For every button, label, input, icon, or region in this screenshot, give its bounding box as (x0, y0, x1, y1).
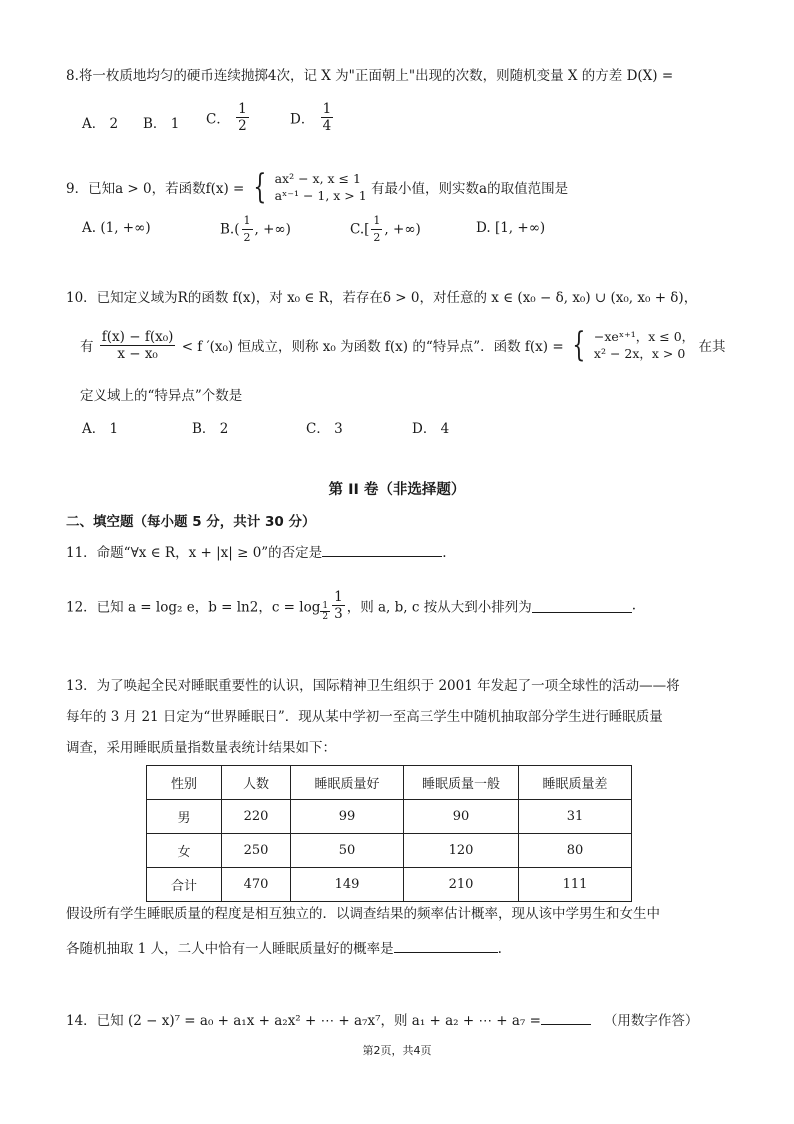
table-cell: 男 (147, 800, 222, 834)
q10-choice-c: C． 3 (306, 421, 343, 437)
q8-choice-c: C． $\frac{1}{2}$ (206, 101, 247, 134)
table-cell: 50 (291, 834, 404, 868)
q10-piecewise: { −xeˣ⁺¹，x ≤ 0， x² − 2x，x > 0 (572, 325, 695, 365)
table-row (147, 834, 632, 868)
q13-line1: 13．为了唤起全民对睡眠重要性的认识，国际精神卫生组织于 2001 年发起了一项全球性的活动——将 (66, 678, 680, 694)
table-cell: 31 (519, 800, 632, 834)
q10-choice-a: A． 1 (82, 421, 119, 437)
part2-title: 第 II 卷（非选择题） (328, 482, 466, 498)
table-cell: 女 (147, 834, 222, 868)
table-header: 人数 (222, 766, 291, 800)
table-header: 睡眠质量一般 (404, 766, 519, 800)
table-header: 睡眠质量好 (291, 766, 404, 800)
q13-line4: 假设所有学生睡眠质量的程度是相互独立的．以调查结果的频率估计概率，现从该中学男生和女生中 (66, 906, 660, 922)
sleep-quality-table (146, 765, 632, 902)
q9-piecewise: { ax² − x, x ≤ 1 aˣ⁻¹ − 1, x > 1 (253, 167, 367, 207)
q9-choice-c: C.[ $\frac{1}{2}$ , +∞) (350, 214, 421, 244)
q10-difference-quotient: $\frac{\text{f(x) − f(x₀)}}{\text{x − x₀}}$ (101, 328, 174, 362)
q9-choice-b: B.( $\frac{1}{2}$ , +∞) (220, 214, 291, 244)
q14-answer-blank[interactable] (541, 1010, 591, 1025)
section2-title: 二、填空题（每小题 5 分，共计 30 分） (66, 514, 316, 530)
table-cell: 99 (291, 800, 404, 834)
q10-line3: 定义域上的“特异点”个数是 (80, 388, 243, 404)
q8-choice-d: D． $\frac{1}{4}$ (290, 101, 332, 134)
q9-stem: 9．已知a > 0，若函数f(x) = { ax² − x, x ≤ 1 aˣ⁻¹ − 1, x > 1 有最小值，则实数a的取值范围是 (66, 167, 569, 207)
table-cell: 111 (519, 868, 632, 902)
q9-choice-d: D. [1, +∞) (476, 220, 546, 236)
table-cell: 80 (519, 834, 632, 868)
q8-stem: 8.将一枚质地均匀的硬币连续抛掷4次，记 X 为"正面朝上"出现的次数，则随机变量 X 的方差 D(X) = (66, 68, 674, 84)
q13-answer-blank[interactable] (394, 938, 498, 953)
table-cell: 220 (222, 800, 291, 834)
table-cell: 470 (222, 868, 291, 902)
q13-line2: 每年的 3 月 21 日定为“世界睡眠日”．现从某中学初一至高三学生中随机抽取部分学生进行睡眠质量 (66, 709, 663, 725)
table-cell: 149 (291, 868, 404, 902)
table-header-row (147, 766, 632, 800)
q9-choice-a: A. (1, +∞) (82, 220, 151, 236)
q13-line3: 调查，采用睡眠质量指数量表统计结果如下： (66, 740, 336, 756)
table-cell: 120 (404, 834, 519, 868)
table-cell: 250 (222, 834, 291, 868)
table-header: 性别 (147, 766, 222, 800)
q14: 14．已知 (2 − x)⁷ = a₀ + a₁x + a₂x² + ⋯ + a₇x⁷，则 a₁ + a₂ + ⋯ + a₇ = （用数字作答） (66, 1010, 698, 1031)
table-cell: 210 (404, 868, 519, 902)
q10-line1: 10．已知定义域为R的函数 f(x)，对 x₀ ∈ R，若存在δ > 0，对任意的 x ∈ (x₀ − δ, x₀) ∪ (x₀, x₀ + δ)， (66, 290, 698, 306)
q8-choice-a: A． 2 (82, 116, 119, 132)
table-cell: 90 (404, 800, 519, 834)
table-row (147, 800, 632, 834)
table-cell: 合计 (147, 868, 222, 902)
q12-answer-blank[interactable] (532, 598, 632, 613)
q8-choice-b: B． 1 (143, 116, 180, 132)
q10-choice-d: D． 4 (412, 421, 450, 437)
q11: 11．命题“∀x ∈ R，x + |x| ≥ 0”的否定是 . (66, 542, 446, 563)
q12: 12．已知 a = log₂ e，b = ln2，c = log $\frac{1}{2}$ $\frac{1}{3}$ ，则 a, b, c 按从大到小排列为 . (66, 589, 636, 622)
q10-line2: 有 $\frac{\text{f(x) − f(x₀)}}{\text{x − x₀}}$ < f ′(x₀) 恒成立，则称 x₀ 为函数 f(x) 的“特异点”．函数 f(x) = { −xeˣ⁺¹，x ≤ 0， x² − 2x，x > 0 在其 (80, 325, 726, 365)
q11-answer-blank[interactable] (322, 542, 442, 557)
table-row (147, 868, 632, 902)
q10-choice-b: B． 2 (192, 421, 229, 437)
page-footer: 第2页，共4页 (362, 1044, 432, 1057)
q13-line5: 各随机抽取 1 人，二人中恰有一人睡眠质量好的概率是 . (66, 938, 502, 959)
table-header: 睡眠质量差 (519, 766, 632, 800)
